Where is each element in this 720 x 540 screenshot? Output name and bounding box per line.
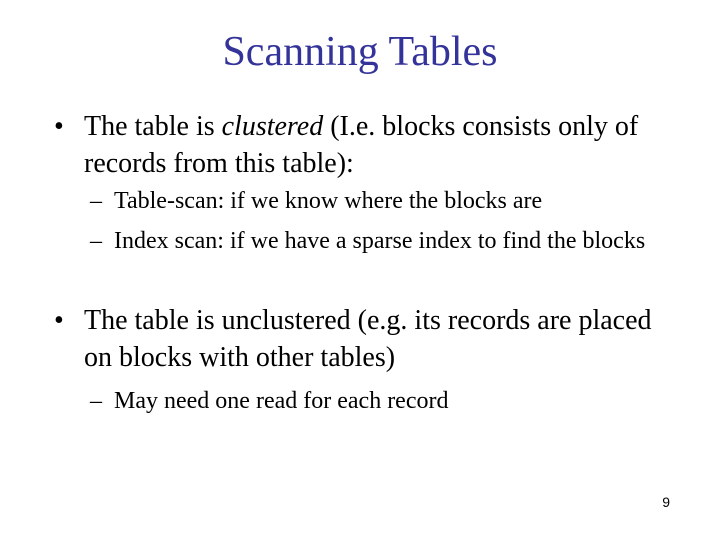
bullet-clustered [54, 108, 674, 182]
bullet-prefix: The table is [84, 111, 222, 142]
slide-title: Scanning Tables [222, 29, 498, 75]
bullet-text [54, 108, 674, 182]
subbullet-index-scan [90, 226, 680, 256]
bullet-emphasis: clustered [221, 111, 324, 142]
subbullet-table-scan [90, 186, 680, 216]
subbullet-text: Index scan: if we have a sparse index to find the blocks [114, 228, 646, 254]
bullet-marker: • [54, 111, 64, 142]
subbullet-text: Table-scan: if we know where the blocks are [114, 188, 543, 214]
subbullet-text: May need one read for each record [114, 388, 449, 414]
subbullet-one-read [90, 386, 680, 416]
subbullet-marker: – [90, 188, 102, 214]
subbullet-marker: – [90, 388, 102, 414]
bullet-text: The table is unclustered (e.g. its records are placed on blocks with other tables) [84, 305, 652, 373]
bullet-marker: • [54, 305, 64, 336]
bullet-unclustered [54, 302, 674, 376]
page-number: 9 [662, 494, 670, 510]
subbullet-marker: – [90, 228, 102, 254]
bullet-suffix: (I.e. blocks consists only of records from this table): [84, 111, 639, 179]
